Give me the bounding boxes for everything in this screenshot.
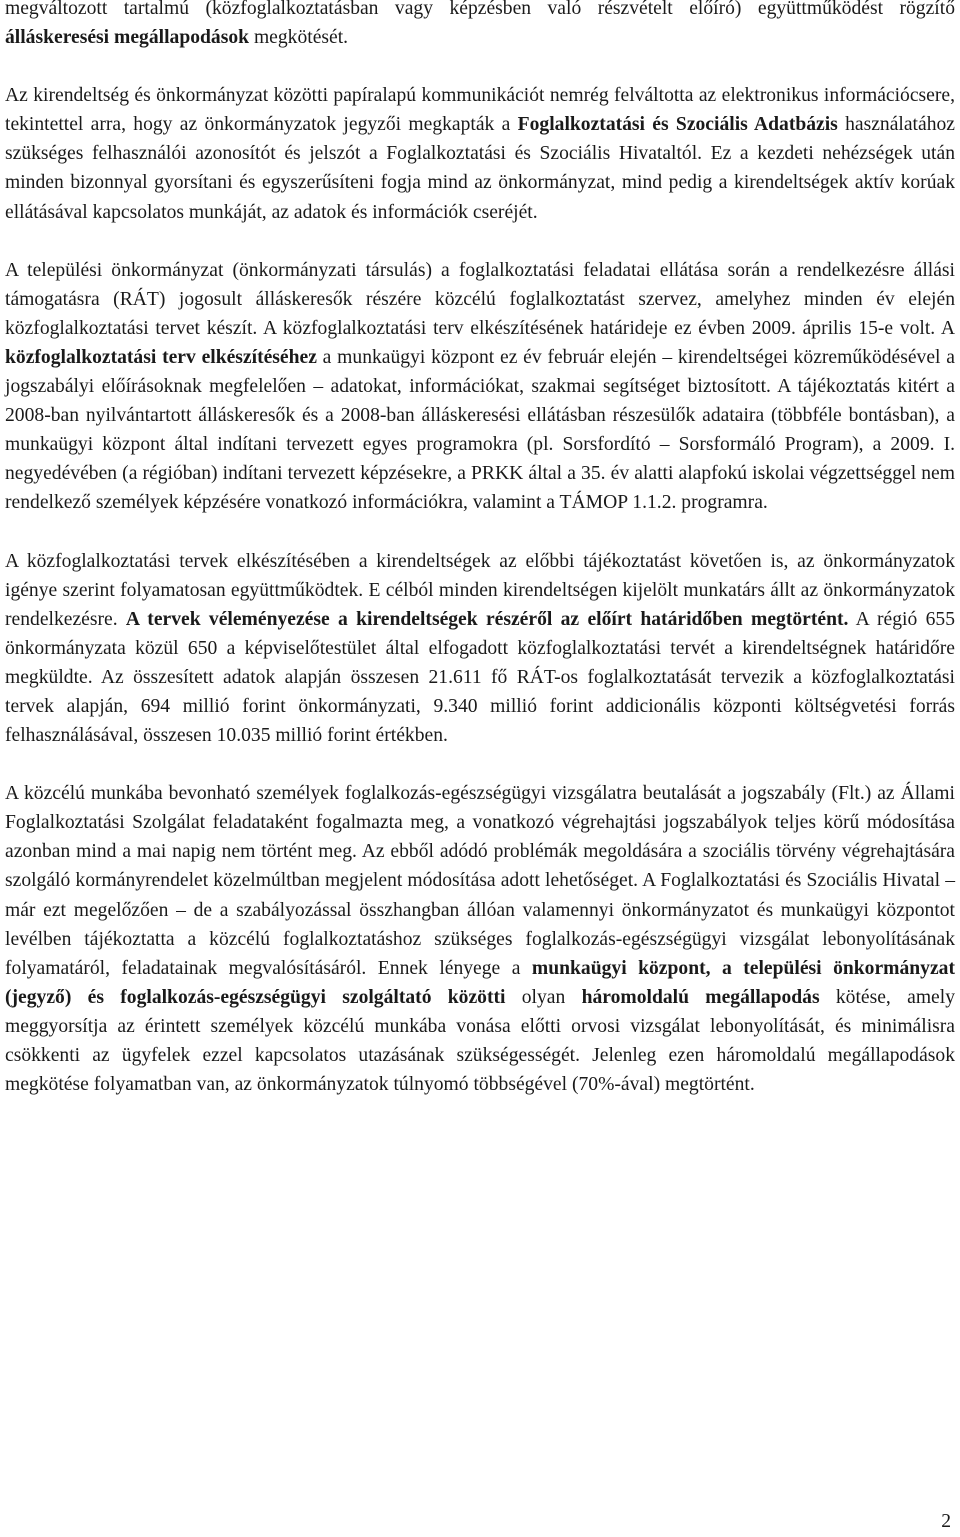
paragraph-text: Az kirendeltség és önkormányzat közötti papíralapú kommunikációt nemrég felváltotta az elektronikus információcsere, tekintettel arra, hogy az önkormányzatok jegyzői megkapták a (5, 85, 955, 136)
paragraph-text: A régió 655 önkormányzata közül 650 a képviselőtestület által elfogadott közfoglalkoztatási tervét a kirendeltségnek határidőre megküldte. Az összesített adatok alapján összesen 21.611 fő RÁT-os foglalkoztatását tervezik a közfoglalkoztatási tervek alapján, 694 millió forint önkormányzati, 9.340 millió forint addicionális központi költségvetési forrás felhasználásával, összesen 10.035 millió forint értékben. (5, 608, 955, 747)
paragraph-text: a munkaügyi központ ez év február elején – kirendeltségei közreműködésével a jogszabályi előírásoknak megfelelően – adatokat, információkat, szakmai segítséget biztosított. A tájékoztatás kitért a 2008-ban nyilvántartott álláskeresők és a 2008-ban álláskeresési ellátásban részesülők adataira (többféle bontásban), a munkaügyi központ által indítani tervezett egyes programokra (pl. Sorsfordító – Sorsformáló Program), a 2009. I. negyedévében (a régióban) indítani tervezett képzésekre, a PRKK által a 35. év alatti alapfokú iskolai végzettséggel nem rendelkező személyek képzésére vonatkozó információkra, valamint a TÁMOP 1.1.2. programra. (5, 346, 955, 514)
paragraph-emphasis: háromoldalú megállapodás (581, 986, 820, 1008)
paragraph-text: A települési önkormányzat (önkormányzati társulás) a foglalkoztatási feladatai ellátása során a rendelkezésre állási támogatásra (RÁT) jogosult álláskeresők részére közcélú foglalkoztatást szervez, amelyhez minden év elején közfoglalkoztatási tervet készít. A közfoglalkoztatási terv elkészítésének határideje ez évben 2009. április 15-e volt. A (5, 259, 955, 339)
paragraph-text: olyan (505, 986, 582, 1008)
paragraph-emphasis: közfoglalkoztatási terv elkészítéséhez (5, 346, 317, 368)
paragraph-text: A közcélú munkába bevonható személyek foglalkozás-egészségügyi vizsgálatra beutalását a jogszabály (Flt.) az Állami Foglalkoztatási Szolgálat feladataként fogalmazta meg, a vonatkozó végrehajtási jogszabályok teljes körű módosítása azonban mind a mai napig nem történt meg. Az ebből adódó problémák megoldására a szociális törvény végrehajtására szolgáló kormányrendelet közelmúltban megjelent módosítása adott lehetőséget. A Foglalkoztatási és Szociális Hivatal – már ezt megelőzően – de a szabályozással összhangban állóan valamennyi önkormányzatot és munkaügyi központot levélben tájékoztatta a közcélú foglalkoztatáshoz szükséges foglalkozás-egészségügyi vizsgálat lebonyolításának folyamatáról, feladatainak megvalósításáról. Ennek lényege a (5, 783, 955, 979)
paragraph-text: megkötését. (249, 27, 349, 49)
paragraph-text: A közfoglalkoztatási tervek elkészítésében a kirendeltségek az előbbi tájékoztatást követően is, az önkormányzatok igénye szerint folyamatosan együttműködtek. E célból minden kirendeltségen kijelölt munkatárs állt az önkormányzatok rendelkezésre. (5, 550, 955, 630)
paragraph-emphasis: A tervek véleményezése a kirendeltségek részéről az előírt határidőben megtörtént. (125, 608, 849, 630)
paragraph-text: kötése, amely meggyorsítja az érintett személyek közcélú munkába vonása előtti orvosi vizsgálat lebonyolítását, és minimálisra csökkenti az ügyfelek ezzel kapcsolatos utazásának szükségességét. Jelenleg ezen háromoldalú megállapodások megkötése folyamatban van, az önkormányzatok túlnyomó többségével (70%-ával) megtörtént. (5, 986, 955, 1096)
paragraph (5, 0, 955, 52)
paragraph-emphasis: álláskeresési megállapodások (5, 27, 250, 49)
paragraph-emphasis: Foglalkoztatási és Szociális Adatbázis (517, 114, 838, 136)
paragraph-emphasis: munkaügyi központ, a települési önkormányzat (jegyző) és foglalkozás-egészségügyi szolgáltató közötti (5, 957, 955, 1008)
paragraph (5, 81, 955, 226)
paragraph (5, 547, 955, 751)
paragraph (5, 256, 955, 518)
paragraph-text: használatához szükséges felhasználói azonosítót és jelszót a Foglalkoztatási és Szociális Hivataltól. Ez a kezdeti nehézségek után minden bizonnyal gyorsítani és egyszerűsíteni fogja mind az önkormányzat, mind pedig a kirendeltségek aktív korúak ellátásával kapcsolatos munkáját, az adatok és információk cseréjét. (5, 114, 955, 223)
paragraph (5, 779, 955, 1099)
page-number: 2 (941, 1511, 951, 1532)
paragraph-text: megváltozott tartalmú (közfoglalkoztatásban vagy képzésben való részvételt előíró) együttműködést rögzítő (5, 0, 955, 19)
document-page (5, 0, 955, 1099)
